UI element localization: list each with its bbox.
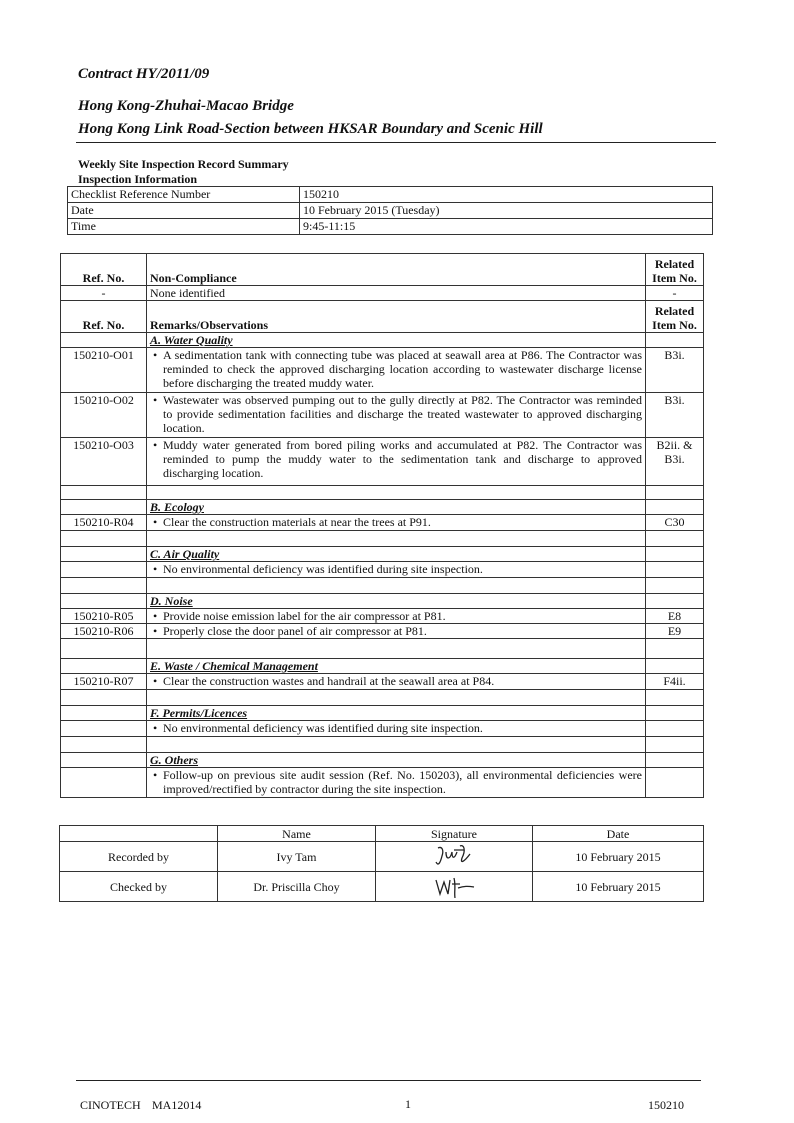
section-heading: D. Noise — [150, 594, 193, 608]
ref-cell: 150210-O01 — [61, 348, 147, 393]
signature-header-row — [60, 826, 704, 842]
info-value: 150210 — [300, 187, 713, 203]
table-row — [61, 438, 704, 486]
section-row — [61, 706, 704, 721]
noncompliance-text: None identified — [147, 286, 646, 301]
section-heading: C. Air Quality — [150, 547, 220, 561]
section-heading: A. Water Quality — [150, 333, 233, 347]
footer-ref: 150210 — [648, 1098, 684, 1112]
table-row — [61, 515, 704, 531]
col-related-header: Related Item No. — [646, 301, 704, 333]
col-noncompliance-header: Non-Compliance — [147, 254, 646, 286]
remark-text: • Muddy water generated from bored piling works and accumulated at P82. The Contractor was reminded to pump the muddy water to the sedimentation tank and discharge to approved discharging location. — [150, 438, 642, 480]
info-row — [68, 187, 713, 203]
info-value: 10 February 2015 (Tuesday) — [300, 203, 713, 219]
info-row — [68, 219, 713, 235]
related-item: E9 — [646, 624, 704, 639]
related-item: B3i. — [646, 348, 704, 393]
related-item: C30 — [646, 515, 704, 531]
remark-text: • A sedimentation tank with connecting tube was placed at seawall area at P86. The Contractor was reminded to check the approved discharging location according to wastewater discharge license before discharging the treated muddy water. — [150, 348, 642, 390]
info-title: Inspection Information — [78, 172, 198, 186]
signature-recorded — [376, 842, 533, 872]
col-date-header: Date — [533, 826, 704, 842]
remark-text: • Properly close the door panel of air compressor at P81. — [150, 624, 642, 638]
remark-text: • Clear the construction wastes and handrail at the seawall area at P84. — [150, 674, 642, 688]
col-ref-header: Ref. No. — [61, 301, 147, 333]
section-row — [61, 500, 704, 515]
remark-text: • No environmental deficiency was identified during site inspection. — [150, 721, 642, 735]
handwritten-signature-icon — [424, 842, 484, 868]
section-row — [61, 547, 704, 562]
related-item: F4ii. — [646, 674, 704, 690]
header-rule — [76, 142, 716, 143]
section-row — [61, 659, 704, 674]
table-row — [61, 562, 704, 578]
ref-cell: 150210-O03 — [61, 438, 147, 486]
spacer-row — [61, 486, 704, 500]
remark-text: • No environmental deficiency was identified during site inspection. — [150, 562, 642, 576]
info-row — [68, 203, 713, 219]
spacer-row — [61, 578, 704, 594]
signature-row — [60, 872, 704, 902]
section-row — [61, 753, 704, 768]
related-item: E8 — [646, 609, 704, 624]
section-row — [61, 594, 704, 609]
handwritten-signature-icon — [424, 872, 484, 898]
spacer-row — [61, 737, 704, 753]
footer-company: CINOTECH — [80, 1098, 141, 1112]
remark-text: • Wastewater was observed pumping out to the gully directly at P82. The Contractor was reminded to provide sedimentation facilities and discharge the treated wastewater to approved discharging location. — [150, 393, 642, 435]
spacer-row — [61, 531, 704, 547]
ref-cell: 150210-R07 — [61, 674, 147, 690]
ref-cell: 150210-R05 — [61, 609, 147, 624]
noncompliance-header-row — [61, 254, 704, 286]
table-row — [61, 721, 704, 737]
ref-cell: - — [61, 286, 147, 301]
section-heading: G. Others — [150, 753, 199, 767]
section-heading: B. Ecology — [150, 500, 204, 514]
remark-text: • Follow-up on previous site audit session (Ref. No. 150203), all environmental deficiencies were improved/rectified by contractor during the site inspection. — [150, 768, 642, 796]
table-row — [61, 286, 704, 301]
col-signature-header: Signature — [376, 826, 533, 842]
page-number: 1 — [405, 1097, 411, 1111]
col-remarks-header: Remarks/Observations — [147, 301, 646, 333]
project-title: Hong Kong-Zhuhai-Macao Bridge — [78, 98, 294, 114]
ref-cell: 150210-R04 — [61, 515, 147, 531]
related-item: - — [646, 286, 704, 301]
role-label: Checked by — [60, 872, 218, 902]
table-row — [61, 624, 704, 639]
signer-name: Dr. Priscilla Choy — [218, 872, 376, 902]
spacer-row — [61, 639, 704, 659]
table-row — [61, 609, 704, 624]
signature-row — [60, 842, 704, 872]
contract-number: Contract HY/2011/09 — [78, 66, 210, 82]
section-title: Hong Kong Link Road-Section between HKSAR Boundary and Scenic Hill — [78, 121, 543, 137]
summary-title: Weekly Site Inspection Record Summary — [78, 157, 289, 171]
ref-cell: 150210-O02 — [61, 393, 147, 438]
remark-text: • Clear the construction materials at near the trees at P91. — [150, 515, 642, 529]
footer-rule — [76, 1080, 701, 1081]
inspection-info-table — [67, 186, 713, 235]
table-row — [61, 674, 704, 690]
info-value: 9:45-11:15 — [300, 219, 713, 235]
col-ref-header: Ref. No. — [61, 254, 147, 286]
table-row — [61, 393, 704, 438]
table-row — [61, 348, 704, 393]
section-heading: E. Waste / Chemical Management — [150, 659, 318, 673]
related-item: B2ii. & B3i. — [646, 438, 704, 486]
ref-cell: 150210-R06 — [61, 624, 147, 639]
section-heading: F. Permits/Licences — [150, 706, 248, 720]
sign-date: 10 February 2015 — [533, 872, 704, 902]
spacer-row — [61, 690, 704, 706]
col-name-header: Name — [218, 826, 376, 842]
signature-table — [59, 825, 704, 902]
remark-text: • Provide noise emission label for the air compressor at P81. — [150, 609, 642, 623]
role-label: Recorded by — [60, 842, 218, 872]
sign-date: 10 February 2015 — [533, 842, 704, 872]
info-label: Time — [68, 219, 300, 235]
col-related-header: Related Item No. — [646, 254, 704, 286]
inspection-table — [60, 253, 704, 798]
signer-name: Ivy Tam — [218, 842, 376, 872]
table-row — [61, 768, 704, 798]
info-label: Date — [68, 203, 300, 219]
footer-doc-code: MA12014 — [152, 1098, 202, 1112]
remarks-header-row — [61, 301, 704, 333]
section-row — [61, 333, 704, 348]
signature-checked — [376, 872, 533, 902]
related-item: B3i. — [646, 393, 704, 438]
info-label: Checklist Reference Number — [68, 187, 300, 203]
